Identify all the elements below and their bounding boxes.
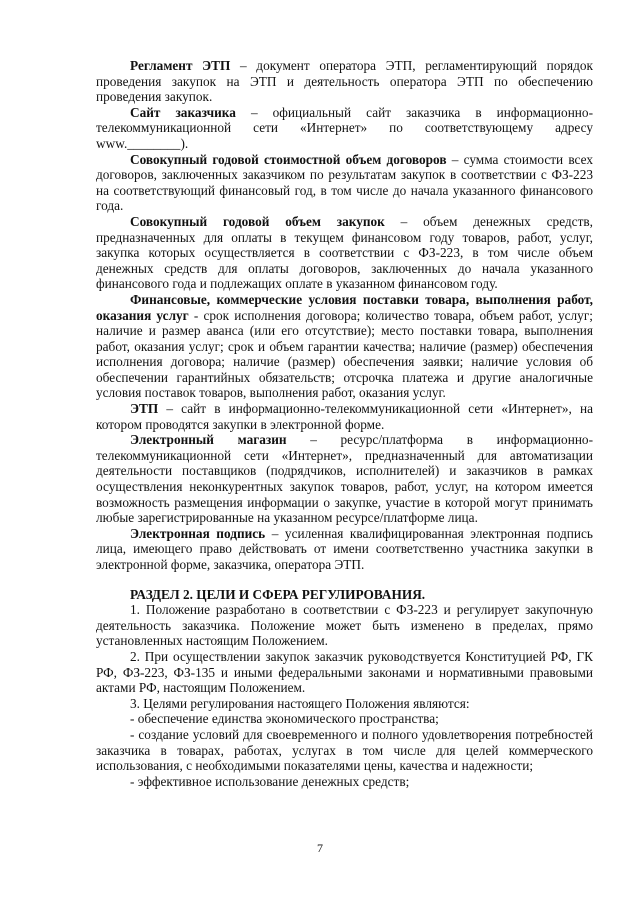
paragraph-3: 3. Целями регулирования настоящего Положения являются:: [130, 695, 470, 711]
definition-term: Электронная подпись: [130, 525, 266, 541]
definition-term: Сайт заказчика: [130, 104, 236, 120]
definition-term: Совокупный годовой объем закупок: [130, 213, 385, 229]
definition-total-contract-volume: [96, 152, 593, 214]
definition-text: – объем денежных средств, предназначенных для оплаты в текущем финансовом году товаров, работ, услуг, закупка которых осуществляется в соответствии с ФЗ-223, в том числе объем денежных средств для оплаты договоров, заключенных до начала указанного финансового года и подлежащих оплате в указанном финансовом году.: [96, 213, 594, 292]
definition-text: – документ оператора ЭТП, регламентирующий порядок проведения закупок на ЭТП и деятельность оператора ЭТП по обеспечению проведения закупок.: [96, 58, 593, 105]
list-item: - создание условий для своевременного и полного удовлетворения потребностей заказчика в товарах, работах, услугах в том числе для целей коммерческого использования, с необходимыми показателями цены, качества и надежности;: [96, 726, 593, 774]
definition-term: ЭТП: [130, 401, 159, 417]
definition-text: – сайт в информационно-телекоммуникационной сети «Интернет», на котором проводятся закупки в электронной форме.: [96, 401, 593, 432]
definition-customer-site: [96, 105, 593, 152]
definition-text: - срок исполнения договора; количество товара, объем работ, услуг; наличие и размер аванса (или его отсутствие); место поставки товара, выполнения работ, оказания услуг; срок и объем гарантии качества; наличие (размер) обеспечения исполнения договора; наличие (размер) обеспечения заявки; наличие условия об обеспечении гарантийных обязательств; отсрочка платежа и другие аналогичные условия поставок товаров, выполнения работ, оказания услуг.: [96, 307, 593, 401]
definition-e-shop: [96, 432, 593, 526]
paragraph-1: 1. Положение разработано в соответствии с ФЗ-223 и регулирует закупочную деятельность заказчика. Положение может быть изменено в пределах, прямо установленных настоящим Положением.: [96, 602, 593, 649]
list-item: - обеспечение единства экономического пространства;: [130, 711, 439, 727]
definition-text: – ресурс/платформа в информационно-телекоммуникационной сети «Интернет», предназначенный для автоматизации деятельности поставщиков (подрядчиков, исполнителей) и заказчиков в рамках осуществления неконкурентных закупок товаров, работ, услуг, на котором имеется возможность размещения информации о закупке, участие в которой могут принимать любые зарегистрированные на указанном ресурсе/платформе лица.: [96, 432, 594, 526]
document-page: [96, 58, 593, 789]
definition-e-signature: [96, 526, 593, 573]
definition-text: – сумма стоимости всех договоров, заключенных заказчиком по результатам закупок в соответствии с ФЗ-223 на соответствующий финансовый год, в том числе до начала указанного финансового года.: [96, 151, 593, 214]
page-number: 7: [317, 841, 323, 855]
definition-term: Финансовые, коммерческие условия поставки товара, выполнения работ, оказания услуг: [96, 291, 593, 323]
paragraph-2: 2. При осуществлении закупок заказчик руководствуется Конституцией РФ, ГК РФ, ФЗ-223, ФЗ-135 и иными федеральными законами и нормативными правовыми актами РФ, настоящим Положением.: [96, 648, 593, 696]
definition-term: Электронный магазин: [130, 432, 287, 448]
definition-financial-terms: [96, 292, 593, 401]
definition-etp-regulation: [96, 58, 593, 105]
definition-term: Совокупный годовой стоимостной объем договоров: [130, 151, 447, 167]
definition-text: – официальный сайт заказчика в информационно-телекоммуникационной сети «Интернет» по соответствующему адресу www.________).: [96, 104, 593, 151]
definition-text: – усиленная квалифицированная электронная подпись лица, имеющего право действовать от имени соответственно участника закупки в электронной форме, заказчика, оператора ЭТП.: [96, 525, 593, 572]
definition-term: Регламент ЭТП: [130, 58, 231, 73]
list-item: - эффективное использование денежных средств;: [130, 773, 410, 789]
section-heading: РАЗДЕЛ 2. ЦЕЛИ И СФЕРА РЕГУЛИРОВАНИЯ.: [130, 586, 426, 602]
definition-etp: [96, 401, 593, 432]
definition-total-procurement-volume: [96, 214, 593, 292]
